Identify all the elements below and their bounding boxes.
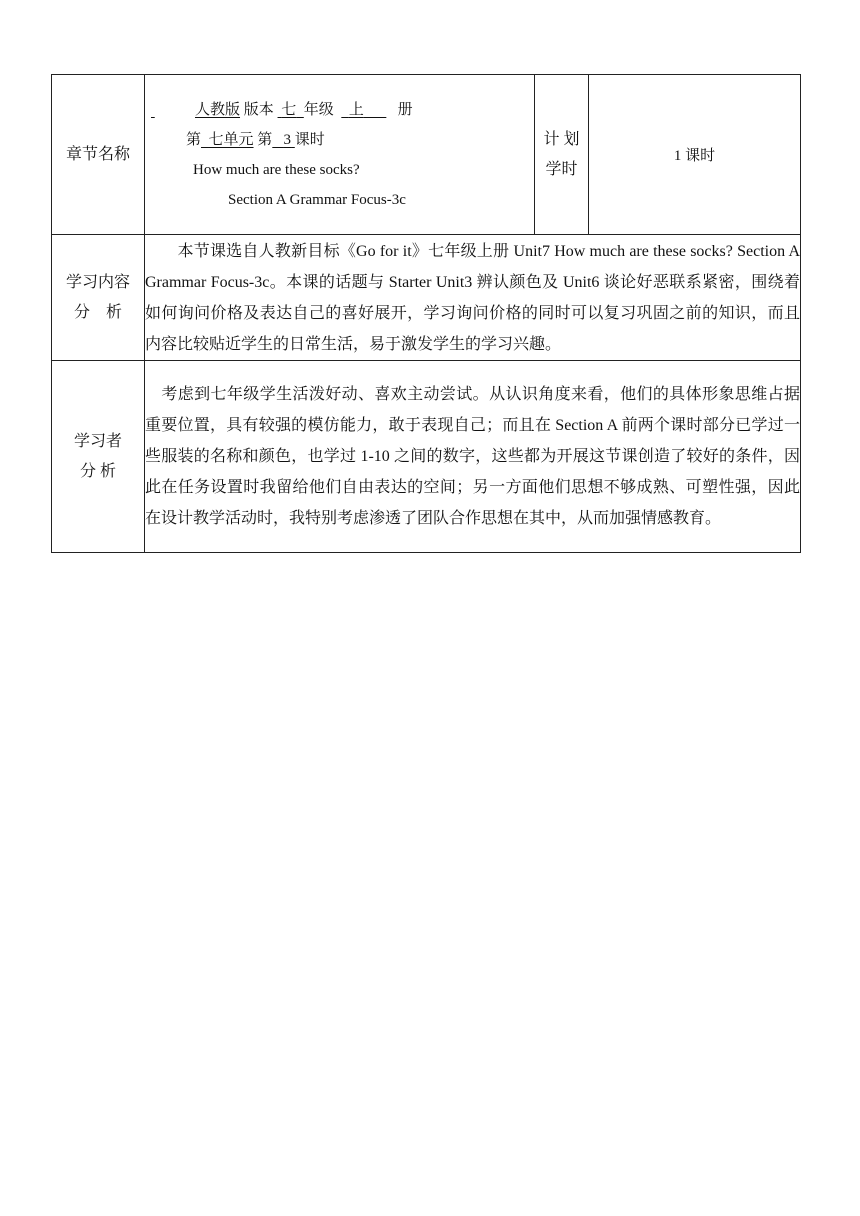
- learner-analysis-label: 学习者 分 析: [52, 361, 145, 553]
- volume-value: 上: [348, 101, 364, 118]
- plan-label: 计 划 学时: [535, 75, 589, 235]
- section-en: Section A Grammar Focus-3c: [228, 191, 406, 208]
- content-analysis-text: 本节课选自人教新目标《Go for it》七年级上册 Unit7 How much are these socks? Section A Grammar Focus-3c。本课的话题与 Starter Unit3 辨认颜色及 Unit6 谈论好恶联系紧密，围绕着如何询问价格及表达自己的喜好展开，学习询问价格的同时可以复习巩固之前的知识，而且内容比较贴近学生的日常生活，易于激发学生的学习兴趣。: [145, 235, 801, 361]
- volume-suffix: 册: [397, 101, 413, 118]
- title-en: How much are these socks?: [193, 161, 360, 178]
- grade-value: 七: [281, 101, 297, 118]
- lesson-value: 3: [283, 131, 292, 148]
- plan-hours: 1 课时: [589, 75, 801, 235]
- content-analysis-row: [52, 235, 801, 361]
- unit-value: 七单元: [208, 131, 254, 148]
- lesson-plan-table: [51, 74, 801, 553]
- edition-value: 人教版: [195, 101, 241, 118]
- learner-analysis-row: [52, 361, 801, 553]
- chapter-title-cell: [145, 75, 535, 235]
- edition-line: [145, 95, 534, 125]
- learner-analysis-text: 考虑到七年级学生活泼好动、喜欢主动尝试。从认识角度来看，他们的具体形象思维占据重要位置，具有较强的模仿能力，敢于表现自己；而且在 Section A 前两个课时部分已学过一些服装的名称和颜色，也学过 1-10 之间的数字，这些都为开展这节课创造了较好的条件，因此在任务设置时我留给他们自由表达的空间；另一方面他们思想不够成熟、可塑性强，因此在设计教学活动时，我特别考虑渗透了团队合作思想在其中，从而加强情感教育。: [145, 361, 801, 553]
- chapter-row: [52, 75, 801, 235]
- grade-suffix: 年级: [303, 101, 334, 118]
- edition-blank: [151, 95, 195, 125]
- edition-suffix: 版本: [243, 101, 274, 118]
- unit-line: 第 七单元 第 3 课时: [186, 131, 325, 148]
- content-analysis-label: 学习内容 分 析: [52, 235, 145, 361]
- chapter-label: 章节名称: [52, 75, 145, 235]
